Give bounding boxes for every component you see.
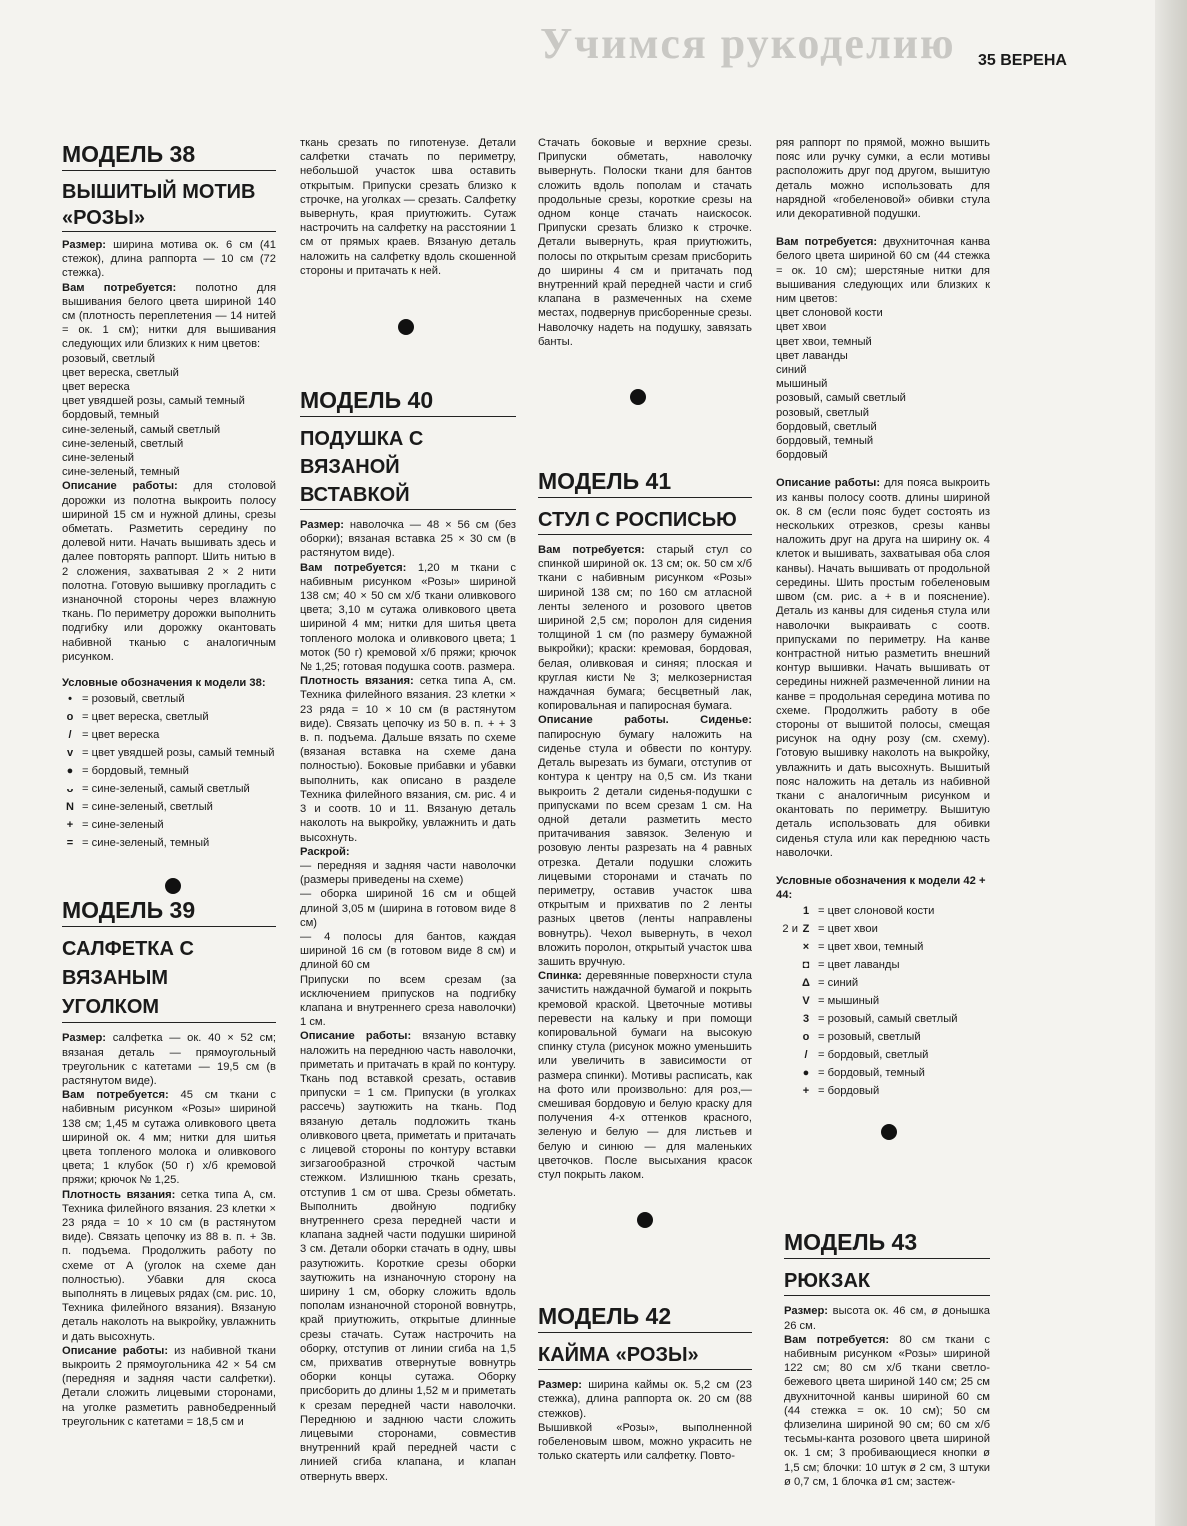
color-list-item: цвет слоновой кости (776, 307, 883, 320)
legend-label: = цвет вереска (82, 729, 160, 742)
legend-symbol: v (66, 747, 74, 760)
legend-label: = розовый, светлый (818, 1031, 921, 1044)
legend-symbol: V (802, 995, 810, 1008)
color-list-item: розовый, светлый (62, 352, 155, 365)
section-bullet (637, 1212, 653, 1228)
model-43-subtitle: РЮКЗАК (784, 1267, 990, 1296)
legend-symbol: o (66, 711, 74, 724)
color-list-item: синий (776, 364, 807, 377)
legend-label: = цвет увядшей розы, самый темный (82, 747, 275, 760)
legend-label: = синий (818, 977, 859, 990)
model-40-cut-2: — оборка шириной 16 см и общей длиной 3,05 м (ширина в готовом виде 8 см) (300, 888, 516, 929)
color-list-item: сине-зеленый, самый светлый (62, 423, 221, 436)
color-list-item: сине-зеленый (62, 452, 135, 465)
legend-label: = цвет лаванды (818, 959, 900, 972)
section-bullet (881, 1124, 897, 1140)
legend-symbol: × (802, 941, 810, 954)
page-number: 35 ВЕРЕНА (978, 52, 1067, 69)
model-38-work: Описание работы: для столовой дорожки из полотна выкроить полосу шириной 15 см и нужной длины, срезы обметать. Разметить середину по долевой нити. Начать вышивать здесь и далее повторять раппорт. Шить нитью в 2 сложения, захватывая 2 × 2 нити полотна. Готовую вышивку прогладить с изнаночной стороны через влажную ткань. По периметру дорожки выполнить подгибку или дорожку окантовать набивной тканью с аналогичным рисунком. (62, 480, 276, 663)
model-42-size: Размер: ширина каймы ок. 5,2 см (23 стежка), длина раппорта ок. 20 см (88 стежков). (538, 1379, 752, 1420)
model-42-title: МОДЕЛЬ 42 (538, 1302, 752, 1333)
model-41-materials: Вам потребуется: старый стул со спинкой шириной ок. 13 см; ок. 50 см х/б ткани с набивным рисунком «Розы» шириной 138 см; по 160 см атласной ленты зеленого и розового цветов шириной 2,5 см; поролон для сидения толщиной 1 см (по размеру бумажной выкройки); краски: кремовая, бордовая, белая, оливковая и синяя; плоская и круглая кисти № 3; мелкозернистая наждачная бумага; бесцветный лак, копировальная и папиросная бумага. (538, 544, 753, 713)
legend-row (62, 744, 276, 762)
legend-row (776, 1064, 990, 1082)
legend-symbol: Z (802, 923, 810, 936)
model-42-intro: Вышивкой «Розы», выполненной гобеленовым швом, можно украсить не только скатерть или салфетку. Повто- (538, 1421, 752, 1463)
model-40-size: Размер: наволочка — 48 × 56 см (без оборки); вязаная вставка 25 × 30 см (в растянутом виде). (300, 519, 517, 560)
legend-row (62, 726, 276, 744)
model-38-size: Размер: ширина мотива ок. 6 см (41 стежок), длина раппорта — 10 см (72 стежка). (62, 239, 276, 280)
legend-symbol: / (68, 729, 72, 742)
model-39-materials: Вам потребуется: 45 см ткани с набивным рисунком «Розы» шириной 138 см; 1,45 м сутажа оливкового цвета шириной ок. 4 мм; нитки для шитья цвета топленого молока и оливкового цвета; 1 клубок (50 г) х/б кремовой пряжи; крючок № 1,25. (62, 1089, 277, 1187)
legend-row (776, 1082, 990, 1100)
model-42-legend-title: Условные обозначения к модели 42 + 44: (776, 874, 986, 902)
legend-row (776, 902, 990, 920)
color-list-item: цвет вереска, светлый (62, 366, 179, 379)
model-43-materials: Вам потребуется: 80 см ткани с набивным рисунком «Розы» шириной 122 см; 80 см х/б ткани светло-бежевого цвета шириной 140 см; 25 см двухниточной канвы шириной 60 см (44 стежка = ок. 10 см); 50 см флизелина шириной 90 см; 60 см х/б тесьмы-канта розового цвета шириной ок. 1 см; 3 пробивающиеся кнопки ø 1,5 см; блочки: 10 штук ø 2 см, 3 штуки ø 0,7 см, 1 блочка ø1 см; застеж- (784, 1333, 991, 1488)
legend-label: = цвет хвои, темный (818, 941, 924, 954)
legend-symbol: = (66, 837, 74, 850)
legend-row (62, 780, 276, 798)
model-38-materials: Вам потребуется: полотно для вышивания белого цвета шириной 140 см (плотность переплетения — 14 нитей = ок. 1 см); нитки для вышивания следующих или близких к ним цветов: (62, 281, 276, 351)
model-38-legend-title: Условные обозначения к модели 38: (62, 677, 266, 690)
section-bullet (630, 389, 646, 405)
model-38-title: МОДЕЛЬ 38 (62, 140, 276, 171)
color-list-item: бордовый, темный (776, 435, 874, 448)
legend-symbol: ᴗ (66, 783, 74, 796)
color-list-item: бордовый (776, 449, 828, 462)
legend-prefix: 2 и (782, 923, 798, 936)
legend-label: = розовый, самый светлый (818, 1013, 958, 1026)
legend-row (776, 974, 990, 992)
legend-label: = розовый, светлый (82, 693, 185, 706)
legend-label: = сине-зеленый, самый светлый (82, 783, 250, 796)
section-header-ghost: Учимся рукоделию (540, 19, 956, 68)
legend-symbol: ● (802, 1067, 810, 1080)
model-39-continued: ткань срезать по гипотенузе. Детали салфетки стачать по периметру, небольшой участок шва оставить открытым. Припуски срезать близко к строчке, на уголках — срезать. Салфетку вывернуть, края приутюжить. Сутаж настрочить на салфетку на расстоянии 1 см от прямых краев. Вязаную деталь наложить на салфетку вдоль скошенной стороны и притачать к ней. (300, 137, 516, 277)
section-bullet (398, 319, 414, 335)
legend-label: = сине-зеленый, светлый (82, 801, 213, 814)
legend-row (776, 1046, 990, 1064)
legend-label: = цвет слоновой кости (818, 905, 935, 918)
model-42-work: Описание работы: для пояса выкроить из канвы полосу соотв. длины шириной ок. 8 см (если пояс будет состоять из нескольких отрезков, срезы канвы наложить друг на друга на ширину ок. 4 клеток и вышивать, захватывая оба слоя канвы). Начать вышивать от продольной середины. Шить простым гобеленовым швом (см. рис. а + в и пояснение). Деталь из канвы для сиденья стула или наволочки выкраивать с соотв. припусками по периметру. На канве контрастной нитью разметить внешний контур вышивки. Начать вышивать от середины нижней размеченной линии на канве = продольная середина мотива по схеме. Продолжить работу в обе стороны от вышитой полосы, смещая рисунок на одну розу (см. схему). Готовую вышивку наколоть на выкройку, увлажнить и дать высохнуть. Вышитый пояс наложить на деталь из набивной ткани с аналогичным рисунком и окантовать по периметру. Вышитую деталь использовать для обивки сиденья стула или как переднюю часть наволочки. (776, 477, 991, 859)
model-41-seat: Описание работы. Сиденье: папиросную бумагу наложить на сиденье стула и обвести по контуру. Деталь вырезать из бумаги, отступив от контура к центру на 0,5 см. Из ткани выкроить 2 детали сиденья-подушки с припусками по всем срезам 1 см. На одной детали разметить место притачивания завязок. Зеленую и розовую ленты разрезать на 4 равных отрезка. Детали подушки сложить лицевыми сторонами и стачать по периметру, оставив участок шва открытым и прихватив по 2 ленты разных цветов (ленты направлены вовнутрь). Чехол вывернуть, в чехол вложить поролон, открытый участок шва зашить вручную. (538, 714, 752, 968)
legend-label: = сине-зеленый (82, 819, 164, 832)
page-edge-shadow (1155, 0, 1187, 1526)
legend-label: = мышиный (818, 995, 880, 1008)
color-list-item: сине-зеленый, светлый (62, 437, 184, 450)
model-42-legend (776, 902, 990, 1100)
model-42-materials: Вам потребуется: двухниточная канва белого цвета шириной 60 см (44 стежка = ок. 10 см); шерстяные нитки для вышивания следующих или близких к ним цветов: (776, 236, 991, 306)
model-39-subtitle: САЛФЕТКА С ВЯЗАНЫМ УГОЛКОМ (62, 935, 276, 1023)
legend-symbol: o (802, 1031, 810, 1044)
model-40-density: Плотность вязания: сетка типа А, см. Техника филейного вязания. 23 клетки × 23 ряда = 10 × 10 см (в растянутом виде). Связать цепочку из 50 в. п. + + 3 в. п. подъема. Дальше вязать по схеме (вязаная вставка на схеме дана полностью). Боковые прибавки и убавки выполнить, как описано в разделе Техника филейного вязания, см. рис. 4 и 3 и соотв. 10 и 11. Вязаную деталь наколоть на выкройку, увлажнить и дать высохнуть. (300, 675, 516, 844)
color-list-item: бордовый, темный (62, 409, 160, 422)
column-3 (538, 136, 752, 1463)
color-list-item: цвет вереска (62, 381, 130, 394)
column-1 (62, 140, 276, 1429)
legend-row (62, 816, 276, 834)
color-list-item: цвет лаванды (776, 349, 848, 362)
color-list-item: цвет увядшей розы, самый темный (62, 395, 245, 408)
model-40-subtitle: ПОДУШКА С ВЯЗАНОЙ ВСТАВКОЙ (300, 425, 516, 510)
section-bullet (165, 878, 181, 894)
legend-row (776, 938, 990, 956)
legend-label: = цвет вереска, светлый (82, 711, 209, 724)
legend-symbol: + (802, 1085, 810, 1098)
legend-symbol: ◘ (802, 959, 810, 972)
model-40-cut-1: — передняя и задняя части наволочки (размеры приведены на схеме) (300, 859, 516, 887)
model-39-title: МОДЕЛЬ 39 (62, 896, 276, 927)
legend-label: = бордовый (818, 1085, 880, 1098)
model-38-color-list (62, 352, 276, 480)
legend-label: = бордовый, светлый (818, 1049, 929, 1062)
legend-row (776, 1028, 990, 1046)
column-4 (776, 136, 990, 1489)
legend-row (62, 762, 276, 780)
color-list-item: цвет хвои, темный (776, 335, 872, 348)
legend-label: = сине-зеленый, темный (82, 837, 210, 850)
color-list-item: мышиный (776, 378, 828, 391)
legend-label: = цвет хвои (818, 923, 878, 936)
model-40-title: МОДЕЛЬ 40 (300, 386, 516, 417)
model-41-title: МОДЕЛЬ 41 (538, 467, 752, 498)
model-42-subtitle: КАЙМА «РОЗЫ» (538, 1341, 752, 1370)
color-list-item: цвет хвои (776, 321, 827, 334)
legend-row (776, 956, 990, 974)
legend-symbol: Δ (802, 977, 810, 990)
model-41-back: Спинка: деревянные поверхности стула зачистить наждачной бумагой и покрыть кремовой краской. Цветочные мотивы перевести на кальку и при помощи копировальной бумаги на высокую спинку стула (рисунок можно уменьшить или увеличить в зависимости от размера спинки). Мотивы расписать, как на фото или произвольно: для роз,— смешивая бордовую и белую краску для получения 4-х оттенков красного, зеленую и белую — для листьев и белую и синюю — для маленьких цветочков. После высыхания красок стул покрыть лаком. (538, 970, 752, 1181)
model-40-cut-3: — 4 полосы для бантов, каждая шириной 16 см (в готовом виде 8 см) и длиной 60 см (300, 930, 516, 972)
color-list-item: розовый, самый светлый (776, 392, 906, 405)
model-43-size: Размер: высота ок. 46 см, ø донышка 26 см. (784, 1305, 990, 1332)
legend-label: = бордовый, темный (82, 765, 189, 778)
model-38-legend (62, 690, 276, 852)
model-39-size: Размер: салфетка — ок. 40 × 52 см; вязаная деталь — прямоугольный треугольник с катетами — 19,5 см (в растянутом виде). (62, 1032, 277, 1087)
legend-label: = бордовый, темный (818, 1067, 925, 1080)
legend-row (776, 920, 990, 938)
legend-row (62, 690, 276, 708)
legend-symbol: N (66, 801, 74, 814)
model-38-subtitle: ВЫШИТЫЙ МОТИВ «РОЗЫ» (62, 179, 276, 232)
legend-row (776, 1010, 990, 1028)
color-list-item: розовый, светлый (776, 406, 869, 419)
legend-symbol: 1 (802, 905, 810, 918)
model-40-materials: Вам потребуется: 1,20 м ткани с набивным рисунком «Розы» шириной 138 см; 40 × 50 см х/б ткани оливкового цвета; 3,10 м сутажа оливкового цвета шириной 4 мм; нитки для шитья цвета топленого молока и оливкового цвета; 1 моток (50 г) кремовой х/б пряжи; крючок № 1,25; готовая подушка соотв. размера. (300, 561, 516, 674)
legend-symbol: 3 (802, 1013, 810, 1026)
model-42-continued: ряя раппорт по прямой, можно вышить пояс или ручку сумки, а если мотивы расположить друг под другом, вышитую деталь можно использовать для нарядной «гобеленовой» обивки стула или декоративной подушки. (776, 137, 990, 221)
column-2 (300, 136, 516, 1484)
model-39-work: Описание работы: из набивной ткани выкроить 2 прямоугольника 42 × 54 см (передняя и задняя части салфетки). Детали сложить лицевыми сторонами, на уголке разметить равнобедренный треугольник с катетами = 18,5 см и (62, 1344, 276, 1428)
color-list-item: бордовый, светлый (776, 420, 877, 433)
legend-symbol: • (68, 693, 72, 706)
legend-row (62, 834, 276, 852)
model-40-continued: Стачать боковые и верхние срезы. Припуски обметать, наволочку вывернуть. Полоски ткани для бантов сложить вдоль пополам и стачать продольные срезы, короткие срезы на одном конце стачать наискосок. Припуски срезать близко к строчке. Детали вывернуть, края приутюжить, полосы по открытым срезам присборить до ширины 4 см и притачать под внутренний край передней части и сгиб клапана в размеченных на схеме местах, подвернув присборенные срезы. Наволочку надеть на подушку, завязать банты. (538, 137, 752, 348)
legend-symbol: / (804, 1049, 808, 1062)
model-40-cut-4: Припуски по всем срезам (за исключением припусков на подгибку клапана и внутреннего среза наволочки) 1 см. (300, 973, 516, 1029)
legend-row (62, 798, 276, 816)
model-40-cut-label: Раскрой: (300, 845, 350, 858)
model-39-density: Плотность вязания: сетка типа А, см. Техника филейного вязания. 23 клетки × 23 ряда = 10 × 10 см (в растянутом виде). Связать цепочку из 88 в. п. + 3в. п. подъема. Продолжить работу по схеме от А (уголок на схеме дан полностью). Убавки для скоса выполнять в лицевых рядах (см. рис. 10, Техника филейного вязания). Вязаную деталь наколоть на выкройку, увлажнить и дать высохнуть. (62, 1188, 277, 1343)
legend-symbol: ● (66, 765, 74, 778)
legend-row (776, 992, 990, 1010)
model-41-subtitle: СТУЛ С РОСПИСЬЮ (538, 506, 752, 535)
model-43-title: МОДЕЛЬ 43 (784, 1228, 990, 1259)
legend-row (62, 708, 276, 726)
legend-symbol: + (66, 819, 74, 832)
model-40-work: Описание работы: вязаную вставку наложить на переднюю часть наволочки, приметать и притачать в край по контуру. Ткань под вставкой срезать, оставив припуски = 1 см. Припуски (в уголках рассечь) заутюжить на ткань. Под вязаную деталь подложить ткань оливкового цвета, приметать и притачать с лицевой стороны по контуру вставки зигзагообразной строчкой частым стежком. Излишнюю ткань срезать, отступив 1 см от шва. Срезы обметать. Выполнить двойную подгибку внутреннего среза передней части и клапана задней части подушки шириной 3 см. Детали оборки стачать в одну, швы разутюжить. Короткие срезы оборки заутюжить на изнаночную сторону на ширину 1 см, оборку сложить вдоль пополам изнаночной стороной вовнутрь, край приутюжить, открытые длинные срезы стачать. Сутаж настрочить на оборку, отступив от линии сгиба на 1,5 см, прихватив отвернутые вовнутрь оборки концы сутажа. Оборку присборить до длины 1,52 м и приметать к срезам передней части наволочки. Переднюю и заднюю части сложить лицевыми сторонами, совместив внутренний край передней части с линией сгиба клапана, и клапан отвернуть вверх. (300, 1030, 517, 1483)
color-list-item: сине-зеленый, темный (62, 466, 180, 479)
model-42-color-list (776, 306, 990, 462)
